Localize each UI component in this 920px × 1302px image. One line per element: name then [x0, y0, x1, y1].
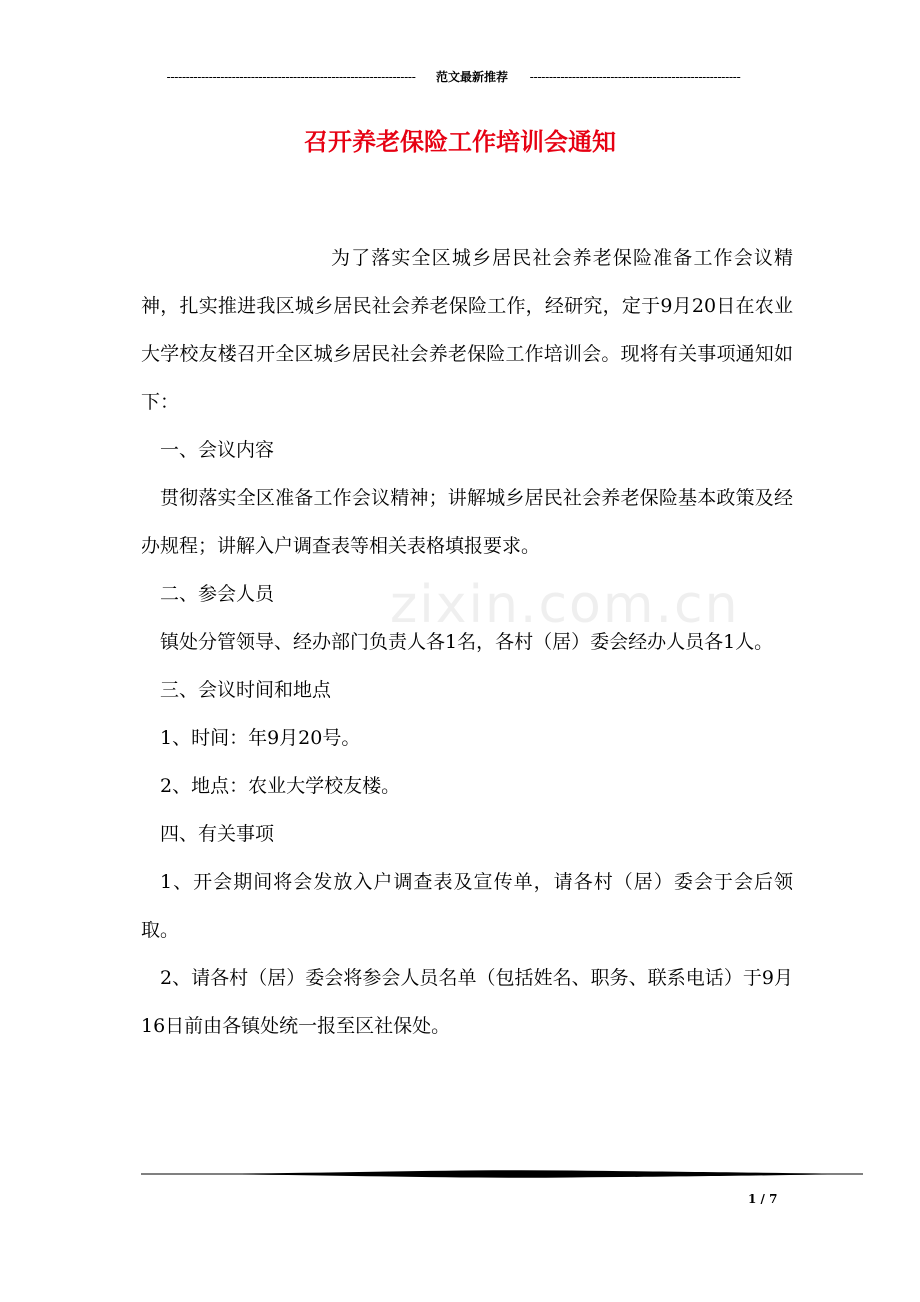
section-2-paragraph: 镇处分管领导、经办部门负责人各1名，各村（居）委会经办人员各1人。 [160, 631, 774, 653]
header-label: 范文最新推荐 [435, 70, 508, 84]
section-heading-2: 二、参会人员 [160, 583, 275, 605]
document-title: 召开养老保险工作培训会通知 [304, 127, 616, 156]
section-4-item-2: 2、请各村（居）委会将参会人员名单（包括姓名、职务、联系电话）于9月16日前由各镇处统一报至区社保处。 [141, 967, 793, 1037]
section-3-item-1: 1、时间：年9月20号。 [160, 727, 361, 749]
page-header [140, 68, 768, 86]
watermark: zixin.com.cn [390, 575, 740, 635]
section-heading-4: 四、有关事项 [160, 823, 275, 845]
section-4-item-1: 1、开会期间将会发放入户调查表及宣传单，请各村（居）委会于会后领取。 [141, 871, 793, 941]
document-body [141, 234, 793, 1050]
footer-rule [141, 1168, 863, 1180]
header-dashes-left: ----------------------------------------------------------------- [166, 70, 416, 84]
page-indicator: 1 / 7 [748, 1192, 778, 1206]
section-heading-1: 一、会议内容 [160, 439, 275, 461]
intro-paragraph: 为了落实全区城乡居民社会养老保险准备工作会议精神，扎实推进我区城乡居民社会养老保险工作，经研究，定于9月20日在农业大学校友楼召开全区城乡居民社会养老保险工作培训会。现将有关事项通知如下： [141, 247, 793, 413]
section-heading-3: 三、会议时间和地点 [160, 679, 332, 701]
section-1-paragraph: 贯彻落实全区准备工作会议精神；讲解城乡居民社会养老保险基本政策及经办规程；讲解入户调查表等相关表格填报要求。 [141, 487, 793, 557]
header-dashes-right: ------------------------------------------------------- [529, 70, 741, 84]
section-3-item-2: 2、地点：农业大学校友楼。 [160, 775, 401, 797]
